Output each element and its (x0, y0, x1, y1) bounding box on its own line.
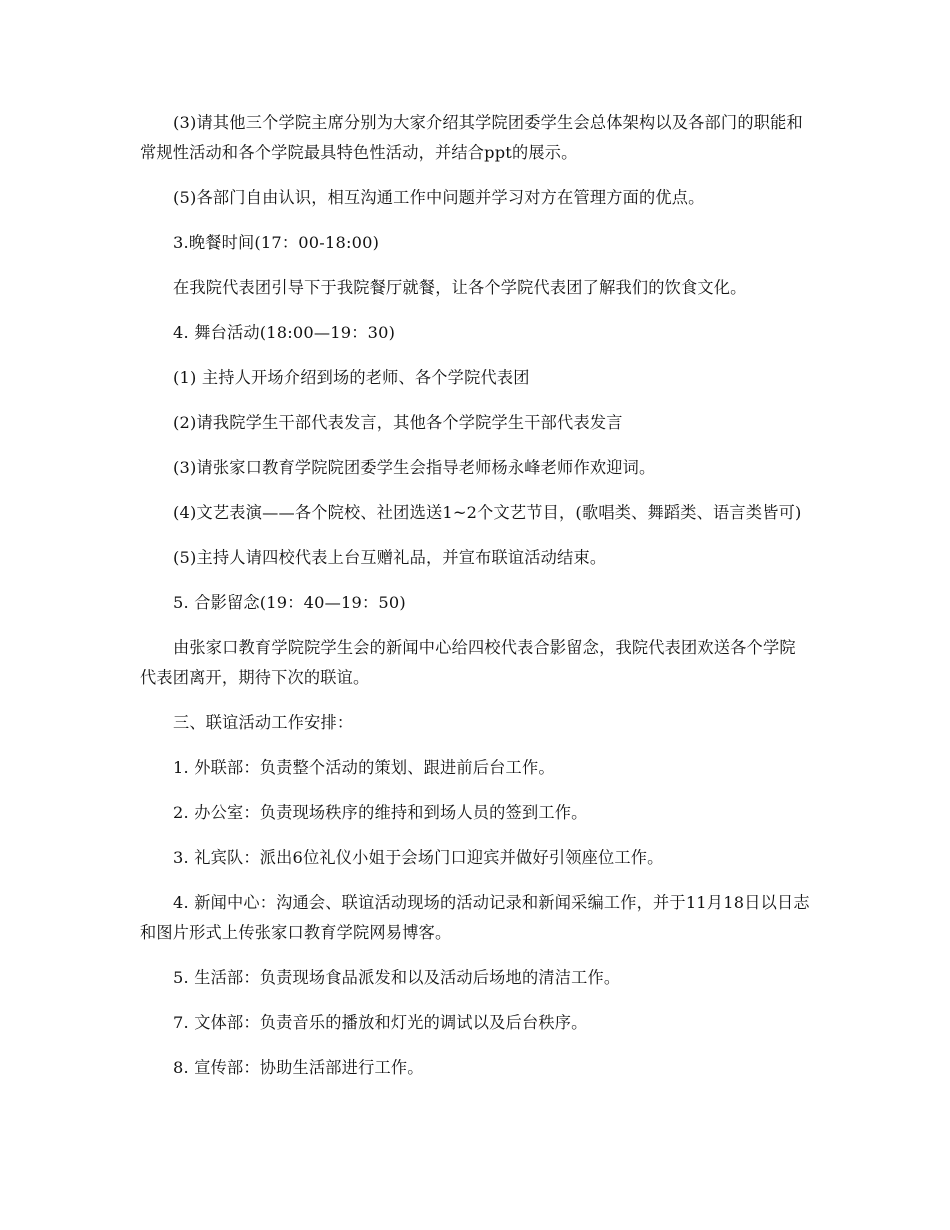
paragraph-stage-item-4: (4)文艺表演——各个院校、社团选送1~2个文艺节目，(歌唱类、舞蹈类、语言类皆可) (173, 503, 802, 522)
arrangement-item-external-affairs: 1. 外联部：负责整个活动的策划、跟进前后台工作。 (173, 758, 555, 777)
paragraph-stage-item-5: (5)主持人请四校代表上台互赠礼品，并宣布联谊活动结束。 (173, 548, 607, 567)
section-heading-work-arrangement: 三、联谊活动工作安排： (173, 713, 354, 732)
arrangement-item-etiquette-team: 3. 礼宾队：派出6位礼仪小姐于会场门口迎宾并做好引领座位工作。 (173, 848, 664, 867)
arrangement-item-sports-department: 7. 文体部：负责音乐的播放和灯光的调试以及后台秩序。 (173, 1013, 588, 1032)
paragraph-group-photo-description: 由张家口教育学院院学生会的新闻中心给四校代表合影留念，我院代表团欢送各个学院代表团离开，期待下次的联谊。 (140, 638, 796, 687)
arrangement-item-life-department: 5. 生活部：负责现场食品派发和以及活动后场地的清洁工作。 (173, 968, 621, 987)
paragraph-stage-item-1: (1) 主持人开场介绍到场的老师、各个学院代表团 (173, 368, 530, 387)
paragraph-dinner-description: 在我院代表团引导下于我院餐厅就餐，让各个学院代表团了解我们的饮食文化。 (173, 278, 747, 297)
paragraph-stage-item-2: (2)请我院学生干部代表发言，其他各个学院学生干部代表发言 (173, 413, 623, 432)
arrangement-item-office: 2. 办公室：负责现场秩序的维持和到场人员的签到工作。 (173, 803, 588, 822)
paragraph-group-photo: 5. 合影留念(19：40—19：50) (173, 593, 406, 612)
arrangement-item-news-center: 4. 新闻中心：沟通会、联谊活动现场的活动记录和新闻采编工作，并于11月18日以日志和图片形式上传张家口教育学院网易博客。 (140, 893, 810, 942)
paragraph-item-5-free-meeting: (5)各部门自由认识，相互沟通工作中问题并学习对方在管理方面的优点。 (173, 188, 705, 207)
arrangement-item-publicity-department: 8. 宣传部：协助生活部进行工作。 (173, 1058, 424, 1077)
paragraph-dinner-time: 3.晚餐时间(17：00-18:00) (173, 233, 380, 252)
paragraph-stage-item-3: (3)请张家口教育学院院团委学生会指导老师杨永峰老师作欢迎词。 (173, 458, 656, 477)
document-body (140, 108, 812, 1098)
paragraph-item-3-intro-colleges: (3)请其他三个学院主席分别为大家介绍其学院团委学生会总体架构以及各部门的职能和常规性活动和各个学院最具特色性活动，并结合ppt的展示。 (140, 113, 803, 162)
paragraph-stage-activity: 4. 舞台活动(18:00—19：30) (173, 323, 396, 342)
